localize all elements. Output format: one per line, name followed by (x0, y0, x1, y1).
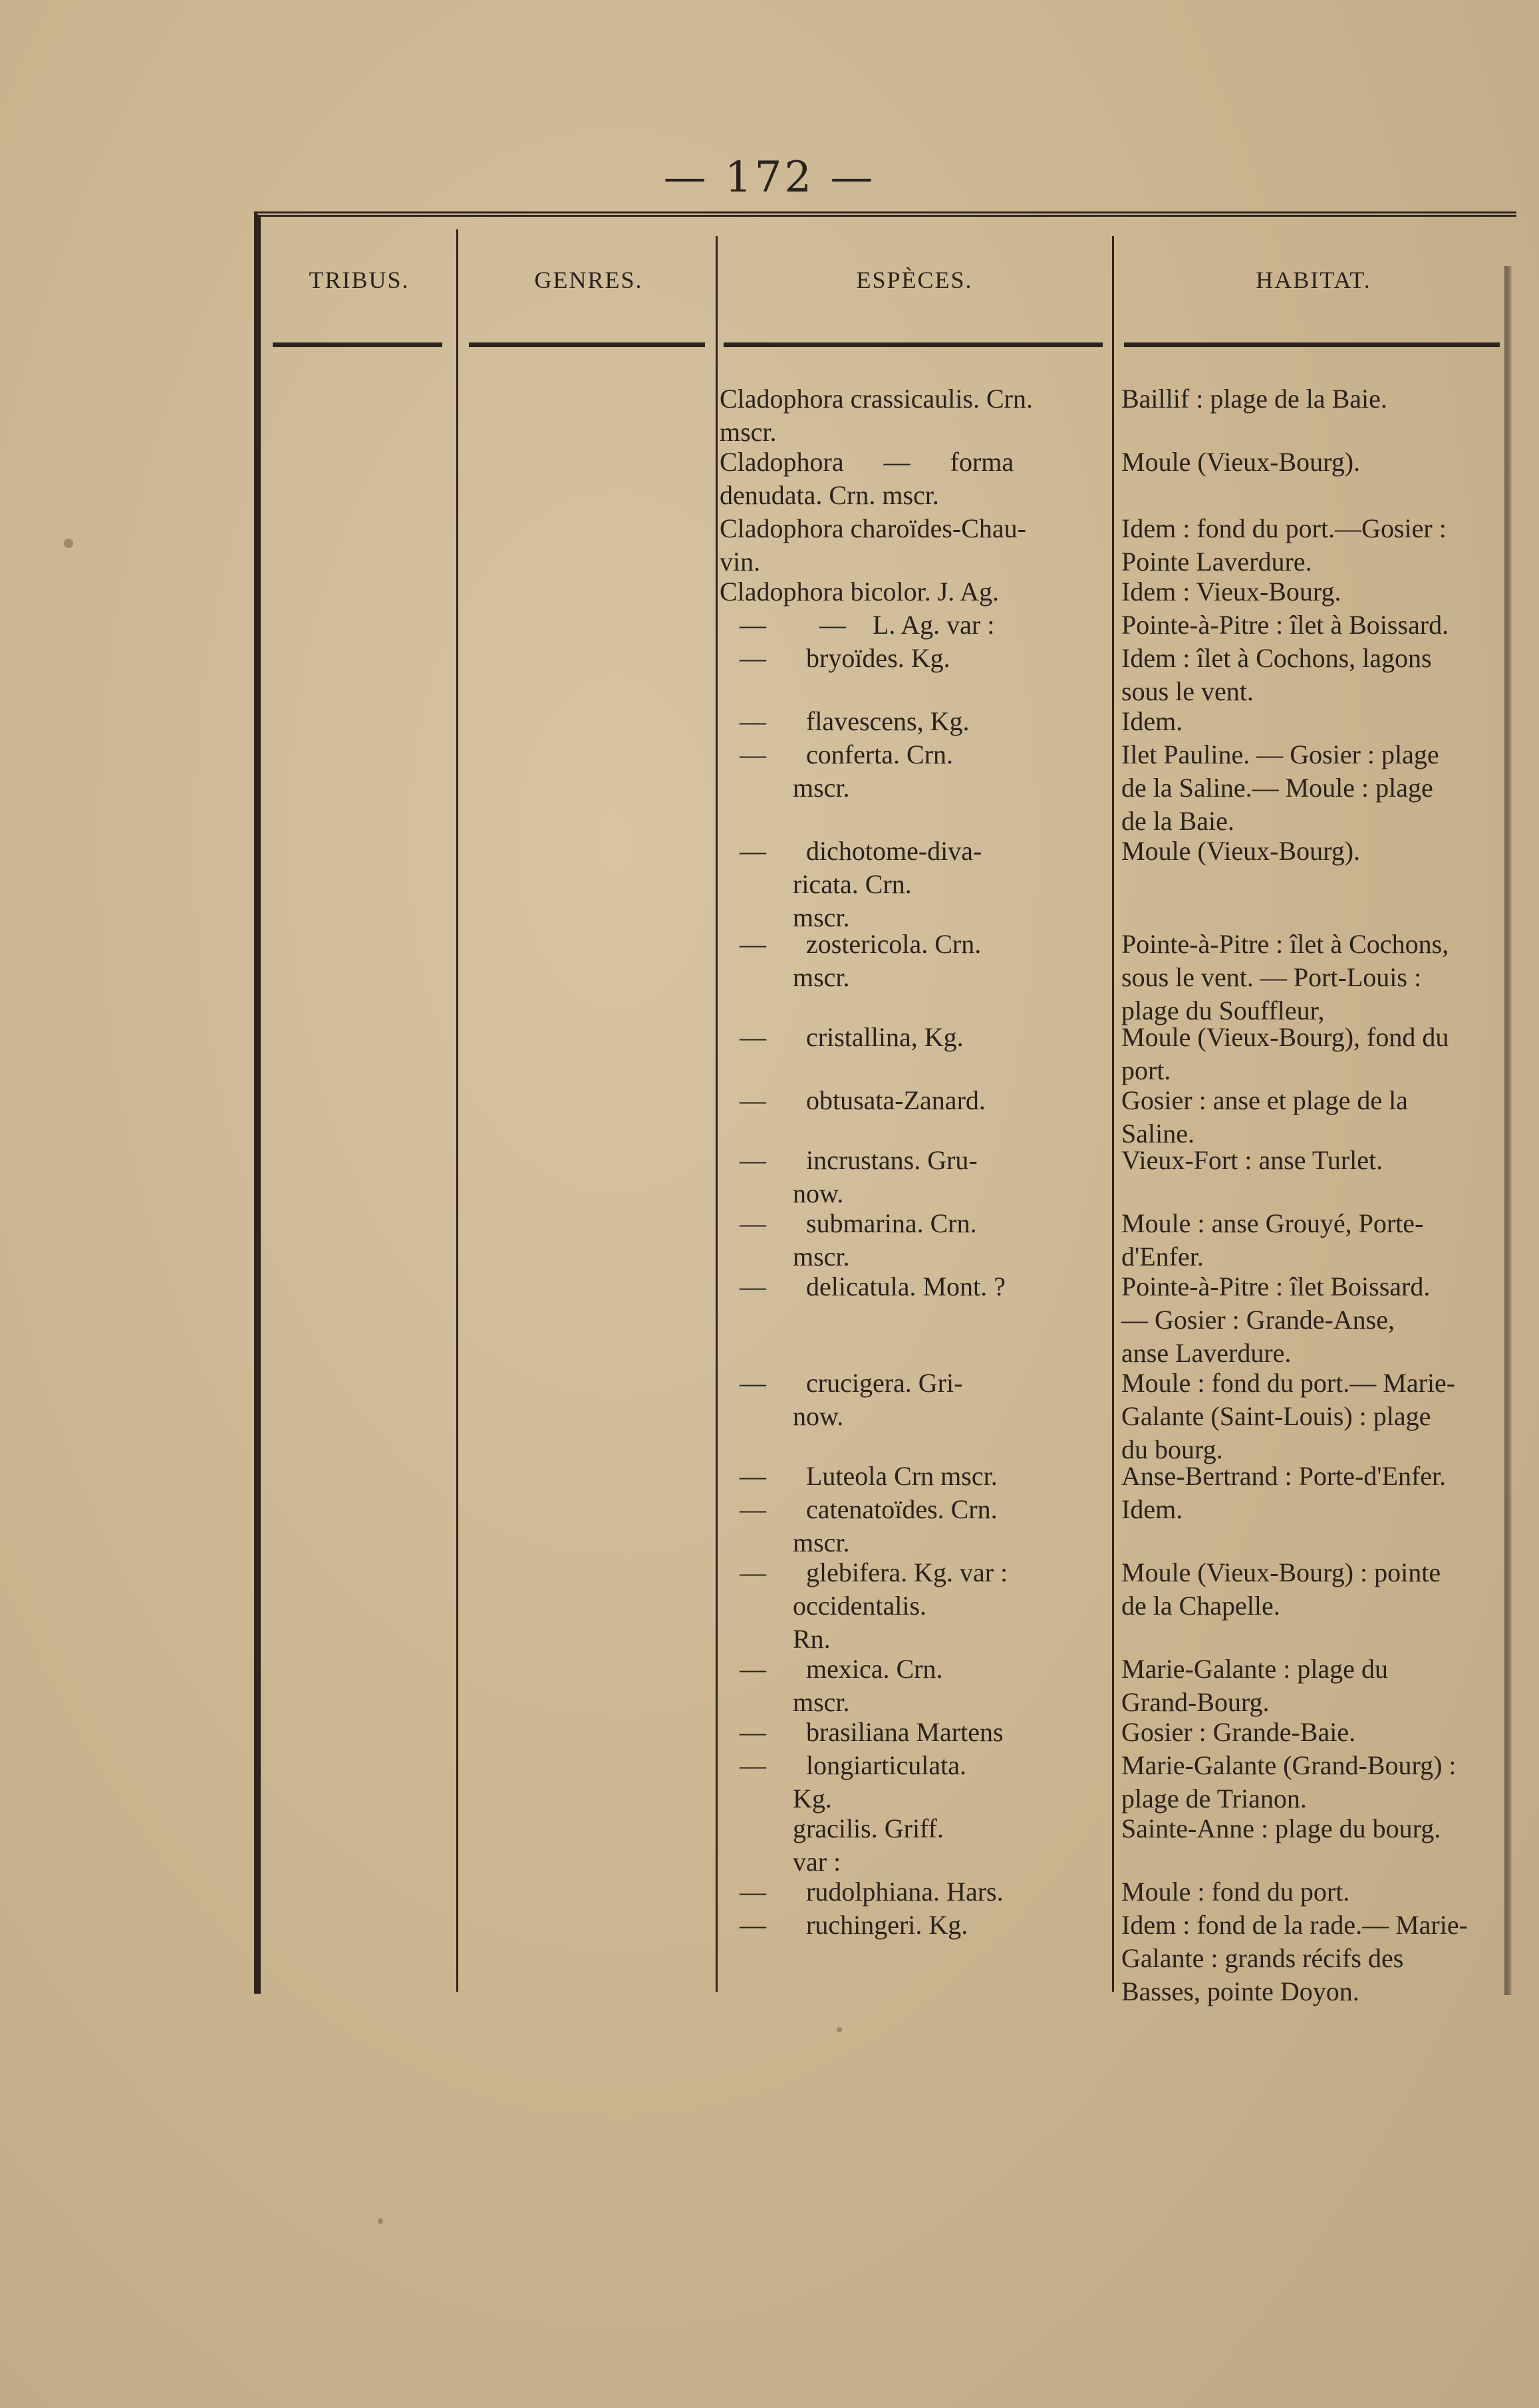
species-cell: — delicatula. Mont. ? (720, 1271, 1006, 1301)
species-cell: — conferta. Crn. mscr. (740, 739, 954, 803)
species-cell: — bryoïdes. Kg. (720, 643, 950, 673)
species-cell: Cladophora charoïdes-Chau- vin. (720, 513, 1026, 577)
habitat-cell: Moule : fond du port. (1121, 1877, 1350, 1907)
habitat-cell: Pointe-à-Pitre : îlet à Boissard. (1121, 610, 1449, 640)
habitat-cell: Ilet Pauline. — Gosier : plage de la Saline.— Moule : plage de la Baie. (1121, 739, 1439, 836)
habitat-cell: Moule : fond du port.— Marie- Galante (Saint-Louis) : plage du bourg. (1121, 1368, 1456, 1464)
species-cell: Cladophora — forma denudata. Crn. mscr. (720, 447, 1014, 510)
habitat-cell: Idem. (1121, 1494, 1183, 1524)
ink-speck (64, 539, 73, 548)
header-habitat: HABITAT. (1256, 267, 1371, 293)
species-cell: — dichotome-diva- ricata. Crn. mscr. (740, 836, 982, 932)
habitat-cell: Gosier : anse et plage de la Saline. (1121, 1085, 1408, 1148)
species-cell: — brasiliana Martens (720, 1717, 1004, 1747)
habitat-cell: Moule (Vieux-Bourg). (1121, 447, 1361, 477)
species-cell: — catenatoïdes. Crn. mscr. (740, 1494, 998, 1557)
species-cell: Cladophora crassicaulis. Crn. mscr. (720, 384, 1033, 447)
habitat-cell: Vieux-Fort : anse Turlet. (1121, 1145, 1383, 1175)
ink-speck (378, 2218, 383, 2224)
species-cell: — longiarticulata. Kg. (740, 1750, 967, 1813)
page-number: — 172 — (663, 153, 876, 202)
habitat-cell: Pointe-à-Pitre : îlet à Cochons, sous le vent. — Port-Louis : plage du Souffleur, (1121, 929, 1449, 1025)
habitat-cell: Sainte-Anne : plage du bourg. (1121, 1813, 1441, 1843)
species-cell: — submarina. Crn. mscr. (740, 1208, 977, 1271)
habitat-cell: Moule : anse Grouyé, Porte- d'Enfer. (1121, 1208, 1424, 1271)
header-rule-habitat (1124, 342, 1500, 347)
column-rule-especes (716, 236, 718, 1992)
habitat-cell: Idem : îlet à Cochons, lagons sous le vent. (1121, 643, 1432, 706)
species-cell: — incrustans. Gru- now. (740, 1145, 978, 1208)
species-cell: — — L. Ag. var : (720, 610, 995, 640)
header-rule-tribus (273, 342, 442, 347)
habitat-cell: Gosier : Grande-Baie. (1121, 1717, 1356, 1747)
species-cell: — flavescens, Kg. (720, 706, 970, 736)
species-cell: — glebifera. Kg. var : occidentalis. Rn. (740, 1557, 1008, 1654)
habitat-cell: Marie-Galante : plage du Grand-Bourg. (1121, 1654, 1388, 1717)
column-rule-genres (456, 229, 458, 1992)
species-cell: — cristallina, Kg. (720, 1022, 964, 1052)
header-genres: GENRES. (534, 267, 643, 293)
habitat-cell: Idem : fond de la rade.— Marie- Galante : grands récifs des Basses, pointe Doyon. (1121, 1910, 1468, 2006)
header-tribus: TRIBUS. (309, 267, 410, 293)
header-rule-genres (469, 342, 705, 347)
ink-speck (837, 2027, 842, 2032)
habitat-cell: Marie-Galante (Grand-Bourg) : plage de Trianon. (1121, 1750, 1457, 1813)
habitat-cell: Moule (Vieux-Bourg), fond du port. (1121, 1022, 1449, 1085)
column-rule-habitat (1112, 236, 1114, 1992)
species-cell: — mexica. Crn. mscr. (740, 1654, 943, 1717)
habitat-cell: Baillif : plage de la Baie. (1121, 384, 1387, 414)
habitat-cell: Idem. (1121, 706, 1183, 736)
habitat-cell: Moule (Vieux-Bourg). (1121, 836, 1361, 866)
habitat-cell: Idem : Vieux-Bourg. (1121, 577, 1341, 606)
habitat-cell: Pointe-à-Pitre : îlet Boissard. — Gosier : Grande-Anse, anse Laverdure. (1121, 1271, 1431, 1368)
species-cell: — rudolphiana. Hars. (720, 1877, 1004, 1907)
habitat-cell: Anse-Bertrand : Porte-d'Enfer. (1121, 1461, 1447, 1491)
header-rule-especes (724, 342, 1103, 347)
species-cell: — Luteola Crn mscr. (720, 1461, 998, 1491)
species-cell: — ruchingeri. Kg. (720, 1910, 968, 1940)
header-especes: ESPÈCES. (856, 267, 973, 293)
habitat-cell: Idem : fond du port.—Gosier : Pointe Laverdure. (1121, 513, 1447, 577)
species-cell: Cladophora bicolor. J. Ag. (720, 577, 999, 606)
habitat-cell: Moule (Vieux-Bourg) : pointe de la Chapelle. (1121, 1557, 1441, 1621)
species-cell: — obtusata-Zanard. (720, 1085, 986, 1115)
species-cell: gracilis. Griff. var : (793, 1813, 944, 1877)
species-cell: — crucigera. Gri- now. (740, 1368, 963, 1431)
species-cell: — zostericola. Crn. mscr. (740, 929, 982, 992)
